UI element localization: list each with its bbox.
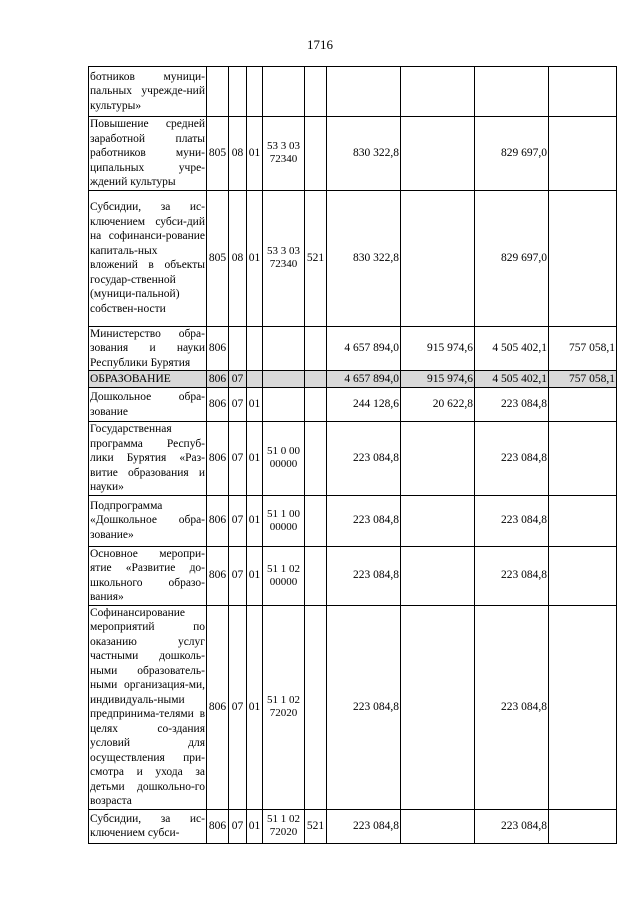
subsection-code: 01: [247, 546, 263, 605]
amount-federal-year2: [549, 422, 617, 496]
subsection-code: 01: [247, 117, 263, 191]
amount-federal-year1: 915 974,6: [401, 371, 475, 388]
amount-total-year1: 244 128,6: [327, 388, 401, 422]
line-item-name: Софинансирование мероприятий по оказанию услуг частными дошколь-ными образователь-ными организация-ми, индивидуаль-ными предпринима-телями в целях со-здания условий для осуществления при-смотра и ухода за детьми дошкольно-го возраста: [90, 606, 205, 807]
amount-total-year2: 4 505 402,1: [475, 371, 549, 388]
subsection-code: 01: [247, 495, 263, 546]
line-item-name: ОБРАЗОВАНИЕ: [89, 371, 207, 388]
expense-type-code: [305, 388, 327, 422]
line-item-name: ботников муници-пальных учрежде-ний культуры»: [89, 67, 207, 117]
expense-type-code: [305, 326, 327, 371]
ministry-code: 806: [207, 326, 229, 371]
amount-federal-year1: [401, 67, 475, 117]
table-row: [89, 117, 617, 191]
subsection-code: 01: [247, 809, 263, 843]
target-article-code: [263, 67, 305, 117]
amount-total-year2: 223 084,8: [475, 605, 549, 809]
amount-total-year2: 4 505 402,1: [475, 326, 549, 371]
line-item-name: Государственная программа Респуб-лики Бурятия «Раз-витие образования и науки»: [90, 423, 205, 493]
section-code: 07: [229, 371, 247, 388]
page-number: 1716: [307, 37, 333, 52]
subsection-code: 01: [247, 605, 263, 809]
section-code: 08: [229, 190, 247, 326]
amount-total-year1: [327, 67, 401, 117]
section-code: 07: [229, 546, 247, 605]
amount-federal-year2: [549, 117, 617, 191]
amount-federal-year1: [401, 809, 475, 843]
amount-federal-year1: [401, 190, 475, 326]
amount-total-year1: 4 657 894,0: [327, 326, 401, 371]
subsection-code: [247, 326, 263, 371]
amount-total-year1: 223 084,8: [327, 605, 401, 809]
expense-type-code: 521: [305, 809, 327, 843]
section-code: [229, 67, 247, 117]
amount-total-year2: 223 084,8: [475, 422, 549, 496]
table-row: [89, 326, 617, 371]
amount-total-year1: 223 084,8: [327, 809, 401, 843]
table-row: [89, 388, 617, 422]
amount-total-year2: 829 697,0: [475, 190, 549, 326]
table-row: [89, 422, 617, 496]
subsection-code: 01: [247, 190, 263, 326]
amount-federal-year1: [401, 605, 475, 809]
section-code: 07: [229, 809, 247, 843]
amount-total-year2: 223 084,8: [475, 546, 549, 605]
amount-federal-year1: 915 974,6: [401, 326, 475, 371]
ministry-code: 806: [207, 495, 229, 546]
subsection-code: 01: [247, 388, 263, 422]
amount-federal-year2: [549, 546, 617, 605]
line-item-name: Дошкольное обра-зование: [89, 388, 207, 422]
target-article-code: 51 1 02 72020: [263, 809, 305, 843]
target-article-code: [263, 388, 305, 422]
expense-type-code: [305, 422, 327, 496]
amount-total-year2: 829 697,0: [475, 117, 549, 191]
table-row: [89, 495, 617, 546]
expense-type-code: [305, 546, 327, 605]
amount-total-year2: [475, 67, 549, 117]
amount-federal-year1: [401, 546, 475, 605]
ministry-code: 805: [207, 190, 229, 326]
amount-federal-year2: [549, 67, 617, 117]
amount-total-year1: 830 322,8: [327, 117, 401, 191]
ministry-code: 806: [207, 605, 229, 809]
line-item-name: Основное меропри-ятие «Развитие до-школьного образо-вания»: [90, 547, 205, 603]
section-code: [229, 326, 247, 371]
subsection-code: [247, 67, 263, 117]
target-article-code: 51 0 00 00000: [263, 422, 305, 496]
target-article-code: 53 3 03 72340: [263, 117, 305, 191]
table-row: [89, 67, 617, 117]
amount-federal-year2: [549, 605, 617, 809]
subsection-code: [247, 371, 263, 388]
line-item-name: Субсидии, за ис-ключением субси-дий на софинанси-рование капиталь-ных вложений в объекты государ-ственной (муници-пальной) собствен-ности: [89, 190, 207, 326]
amount-total-year1: 223 084,8: [327, 422, 401, 496]
expense-type-code: [305, 605, 327, 809]
target-article-code: 51 1 02 00000: [263, 546, 305, 605]
amount-federal-year1: [401, 117, 475, 191]
ministry-code: 806: [207, 546, 229, 605]
line-item-name: Субсидии, за ис-ключением субси-: [89, 809, 207, 843]
ministry-code: 806: [207, 371, 229, 388]
amount-federal-year1: 20 622,8: [401, 388, 475, 422]
amount-total-year1: 4 657 894,0: [327, 371, 401, 388]
section-code: 07: [229, 388, 247, 422]
ministry-code: 806: [207, 388, 229, 422]
target-article-code: [263, 371, 305, 388]
line-item-name: Министерство обра-зования и науки Республики Бурятия: [90, 327, 205, 369]
amount-total-year1: 223 084,8: [327, 495, 401, 546]
expense-type-code: [305, 495, 327, 546]
amount-federal-year2: [549, 388, 617, 422]
expense-type-code: [305, 67, 327, 117]
amount-total-year2: 223 084,8: [475, 388, 549, 422]
expense-type-code: [305, 371, 327, 388]
amount-federal-year2: 757 058,1: [549, 371, 617, 388]
target-article-code: 51 1 02 72020: [263, 605, 305, 809]
expense-type-code: [305, 117, 327, 191]
ministry-code: 805: [207, 117, 229, 191]
ministry-code: 806: [207, 422, 229, 496]
ministry-code: [207, 67, 229, 117]
table-row: [89, 605, 617, 809]
line-item-name: Подпрограмма «Дошкольное обра-зование»: [89, 495, 207, 546]
section-code: 07: [229, 422, 247, 496]
subsection-code: 01: [247, 422, 263, 496]
budget-table: [88, 66, 617, 844]
target-article-code: [263, 326, 305, 371]
amount-total-year2: 223 084,8: [475, 495, 549, 546]
amount-federal-year2: [549, 809, 617, 843]
amount-total-year1: 830 322,8: [327, 190, 401, 326]
amount-federal-year2: [549, 190, 617, 326]
ministry-code: 806: [207, 809, 229, 843]
amount-federal-year2: 757 058,1: [549, 326, 617, 371]
section-code: 07: [229, 495, 247, 546]
section-code: 07: [229, 605, 247, 809]
line-item-name: Повышение средней заработной платы работников муни-ципальных учре-ждений культуры: [90, 118, 205, 188]
section-code: 08: [229, 117, 247, 191]
expense-type-code: 521: [305, 190, 327, 326]
table-row: [89, 546, 617, 605]
amount-federal-year2: [549, 495, 617, 546]
table-row: [89, 190, 617, 326]
amount-total-year2: 223 084,8: [475, 809, 549, 843]
table-row: [89, 371, 617, 388]
amount-federal-year1: [401, 422, 475, 496]
amount-federal-year1: [401, 495, 475, 546]
target-article-code: 53 3 03 72340: [263, 190, 305, 326]
amount-total-year1: 223 084,8: [327, 546, 401, 605]
target-article-code: 51 1 00 00000: [263, 495, 305, 546]
table-row: [89, 809, 617, 843]
